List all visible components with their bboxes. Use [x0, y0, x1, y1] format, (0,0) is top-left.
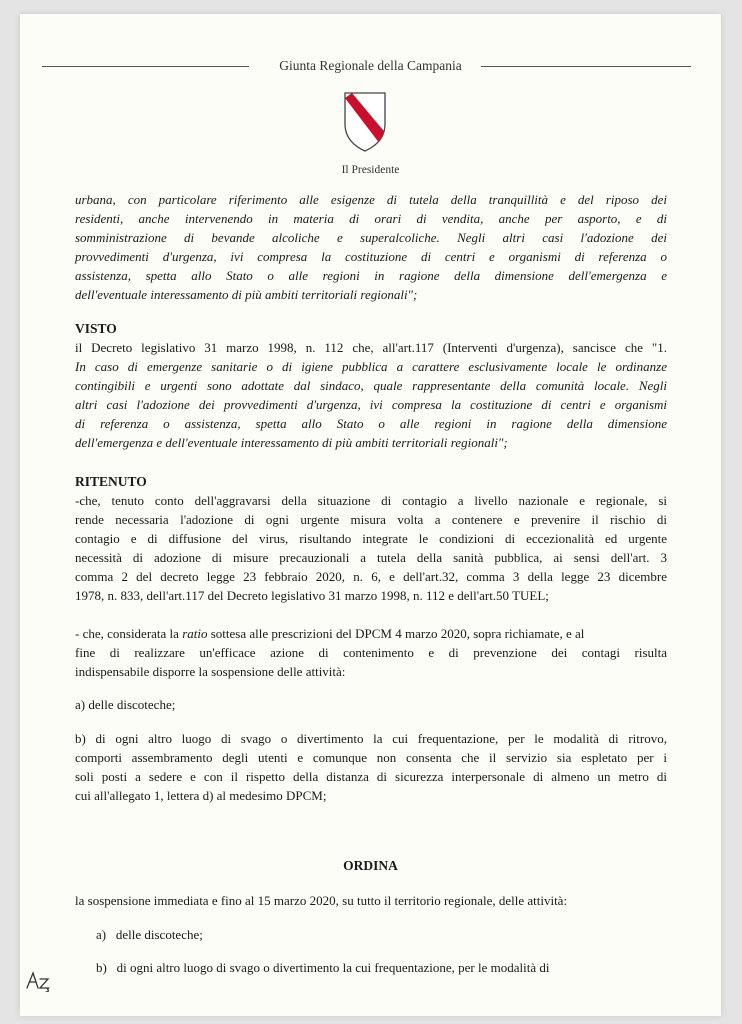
text-line: somministrazione di bevande alcoliche e superalcoliche. Negli altri casi l'adozione dei [75, 230, 667, 245]
text-line: contagio e di diffusione del virus, risultando integrate le condizioni di eccezionalità ed urgente [75, 531, 667, 546]
handwritten-initials [24, 968, 54, 992]
intro-paragraph [75, 190, 667, 304]
text-line: provvedimenti d'urgenza, ivi compresa la costituzione di centri e organismi di referenza o [75, 249, 667, 264]
text-line: cui all'allegato 1, lettera d) al medesimo DPCM; [75, 788, 327, 803]
text-line: b) di ogni altro luogo di svago o divertimento la cui frequentazione, per le modalità di ritrovo, [75, 731, 667, 746]
text-line: rende necessaria l'adozione di ogni urgente misura volta a contenere e prevenire il rischio di [75, 512, 667, 527]
ritenuto-item-b [75, 729, 667, 805]
text-line: la sospensione immediata e fino al 15 marzo 2020, su tutto il territorio regionale, delle attività: [75, 893, 568, 908]
text-line: -che, tenuto conto dell'aggravarsi della situazione di contagio a livello nazionale e regionale, si [75, 493, 667, 508]
header-title: Giunta Regionale della Campania [20, 58, 721, 74]
list-text: di ogni altro luogo di svago o divertimento la cui frequentazione, per le modalità di [116, 960, 550, 975]
text-fragment: - che, considerata la [75, 626, 183, 641]
ritenuto-paragraph-2 [75, 624, 667, 681]
ratio-word: ratio [182, 626, 208, 641]
text-fragment: sottesa alle prescrizioni del DPCM 4 marzo 2020, sopra richiamate, e al [207, 626, 585, 641]
text-line: 1978, n. 833, dell'art.117 del Decreto legislativo 31 marzo 1998, n. 112 e dell'art.50 TUEL; [75, 588, 549, 603]
text-line: indispensabile disporre la sospensione delle attività: [75, 664, 346, 679]
document-page [20, 14, 721, 1016]
text-line: altri casi l'adozione dei provvedimenti d'urgenza, ivi compresa la costituzione di centri e organismi [75, 397, 667, 412]
text-line: il Decreto legislativo 31 marzo 1998, n. 112 che, all'art.117 (Interventi d'urgenza), sancisce che "1. [75, 340, 667, 355]
list-label: a) [96, 927, 107, 942]
text-line: dell'eventuale interessamento di più ambiti territoriali regionali"; [75, 287, 418, 302]
text-line: In caso di emergenze sanitarie o di igiene pubblica a carattere esclusivamente locale le ordinanze [75, 359, 667, 374]
text-line [96, 958, 667, 977]
campania-crest-icon [342, 90, 388, 154]
visto-heading: VISTO [75, 321, 117, 336]
text-line: contingibili e urgenti sono adottate dal sindaco, quale rappresentante della comunità locale. Negli [75, 378, 667, 393]
ritenuto-item-a [75, 695, 667, 714]
text-line [75, 624, 667, 643]
text-line: fine di realizzare un'efficace azione di contenimento e di prevenzione dei contagi risulta [75, 645, 667, 660]
text-line [96, 925, 667, 944]
ritenuto-heading: RITENUTO [75, 474, 147, 489]
text-line: urbana, con particolare riferimento alle esigenze di tutela della tranquillità e del riposo dei [75, 192, 667, 207]
text-line: a) delle discoteche; [75, 697, 176, 712]
list-text: delle discoteche; [115, 927, 203, 942]
text-line: necessità di adozione di misure precauzionali a tutela della sanità pubblica, ai sensi dell'art. 3 [75, 550, 667, 565]
ordina-heading: ORDINA [343, 858, 398, 873]
text-line: comporti assembramento degli utenti e comunque non consenta che il servizio sia espletato per i [75, 750, 667, 765]
text-line: comma 2 del decreto legge 23 febbraio 2020, n. 6, e dell'art.32, comma 3 della legge 23 dicembre [75, 569, 667, 584]
president-caption: Il Presidente [341, 164, 400, 176]
text-line: di referenza o assistenza, spetta allo Stato o alle regioni in ragione della dimensione [75, 416, 667, 431]
ordina-intro [75, 891, 667, 910]
text-line: dell'emergenza e dell'eventuale interessamento di più ambiti territoriali regionali"; [75, 435, 508, 450]
ritenuto-section [75, 472, 667, 605]
text-line: assistenza, spetta allo Stato o alle regioni in ragione della dimensione dell'emergenza e [75, 268, 667, 283]
text-line: residenti, anche intervenendo in materia di orari di vendita, anche per asporto, e di [75, 211, 667, 226]
list-label: b) [96, 960, 107, 975]
ordina-item-b [96, 958, 667, 977]
visto-section [75, 319, 667, 452]
text-line: soli posti a sedere e con il rispetto della distanza di sicurezza interpersonale di almeno un metro di [75, 769, 667, 784]
ordina-item-a [96, 925, 667, 944]
